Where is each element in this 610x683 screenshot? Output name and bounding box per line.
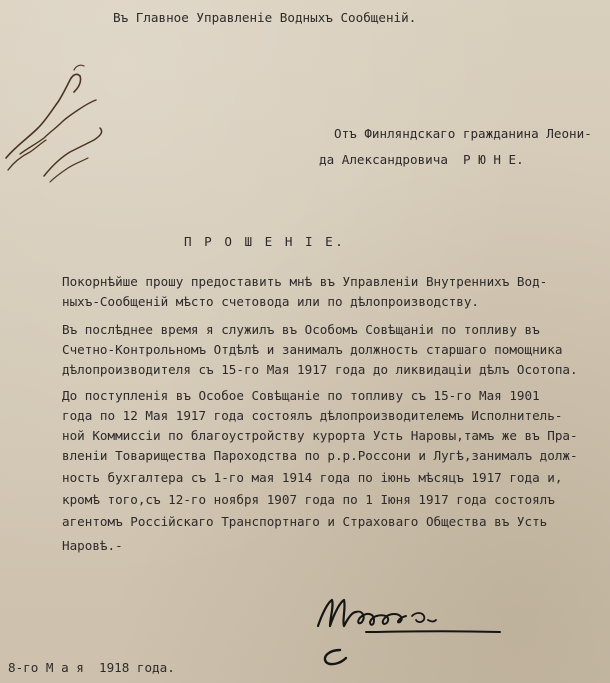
date-line: 8-го М а я 1918 года. bbox=[8, 660, 175, 675]
margin-resolution-handwriting bbox=[0, 58, 110, 188]
from-line-2: да Александровича Р Ю Н Е. bbox=[319, 152, 524, 167]
from-line-1: Отъ Финляндскаго гражданина Леони- bbox=[334, 126, 592, 141]
body-line-7: года по 12 Мая 1917 года состоялъ дѣлопроизводителемъ Исполнитель- bbox=[62, 408, 563, 423]
body-line-10: ность бухгалтера съ 1-го мая 1914 года по іюнь мѣсяцъ 1917 года и, bbox=[62, 470, 563, 485]
body-line-3: Въ послѣднее время я служилъ въ Особомъ Совѣщаніи по топливу въ bbox=[62, 322, 540, 337]
addressee-line: Въ Главное Управленіе Водныхъ Сообщеній. bbox=[113, 10, 417, 25]
applicant-signature bbox=[300, 592, 510, 682]
body-line-8: ной Коммиссіи по благоустройству курорта Усть Наровы,тамъ же въ Пра- bbox=[62, 428, 578, 443]
body-line-4: Счетно-Контрольномъ Отдѣлѣ и занималъ должность старшаго помощника bbox=[62, 342, 563, 357]
body-line-12: агентомъ Россійскаго Транспортнаго и Страховаго Общества въ Усть bbox=[62, 514, 548, 529]
body-line-5: дѣлопроизводителя съ 15-го Мая 1917 года до ликвидаціи дѣлъ Осотопа. bbox=[62, 362, 578, 377]
body-line-6: До поступленія въ Особое Совѣщаніе по топливу съ 15-го Мая 1901 bbox=[62, 388, 540, 403]
document-title: П Р О Ш Е Н І Е. bbox=[184, 234, 346, 249]
body-line-2: ныхъ-Сообщеній мѣсто счетовода или по дѣлопроизводству. bbox=[62, 294, 480, 309]
body-line-1: Покорнѣйше прошу предоставить мнѣ въ Управленіи Внутреннихъ Вод- bbox=[62, 274, 548, 289]
body-line-11: кромѣ того,съ 12-го ноября 1907 года по 1 Іюня 1917 года состоялъ bbox=[62, 492, 555, 507]
body-line-13: Наровѣ.- bbox=[62, 538, 123, 553]
body-line-9: вленіи Товарищества Пароходства по р.р.Россони и Лугѣ,занималъ долж- bbox=[62, 448, 578, 463]
